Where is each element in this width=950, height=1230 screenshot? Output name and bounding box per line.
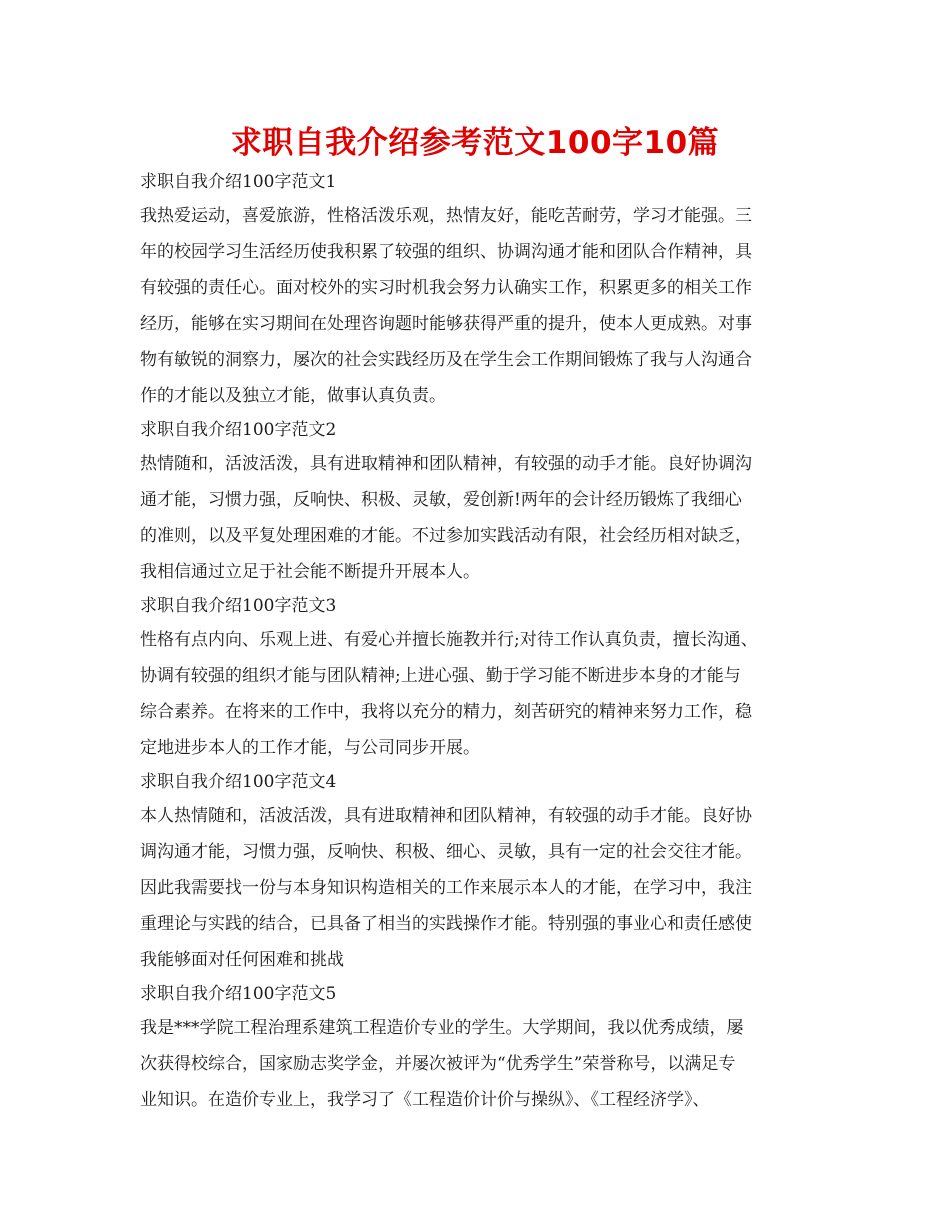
paragraph-line: 我热爱运动，喜爱旅游，性格活泼乐观，热情友好，能吃苦耐劳，学习才能强。三 <box>140 206 752 226</box>
paragraph-line: 本人热情随和，活波活泼，具有进取精神和团队精神，有较强的动手才能。良好协 <box>140 806 752 826</box>
section-paragraph <box>140 446 830 590</box>
section-heading: 求职自我介绍100字范文4 <box>140 772 337 792</box>
paragraph-line: 我能够面对任何困难和挑战 <box>140 950 344 970</box>
paragraph-line: 调沟通才能，习惯力强，反响快、积极、细心、灵敏，具有一定的社会交往才能。 <box>140 842 752 862</box>
paragraph-line: 有较强的责任心。面对校外的实习时机我会努力认确实工作，积累更多的相关工作 <box>140 278 752 298</box>
section-heading: 求职自我介绍100字范文3 <box>140 596 337 616</box>
paragraph-line: 我相信通过立足于社会能不断提升开展本人。 <box>140 562 480 582</box>
section-paragraph <box>140 1010 830 1118</box>
paragraph-line: 性格有点内向、乐观上进、有爱心并擅长施教并行;对待工作认真负责，擅长沟通、 <box>140 630 758 650</box>
paragraph-line: 协调有较强的组织才能与团队精神;上进心强、勤于学习能不断进步本身的才能与 <box>140 666 741 686</box>
section-5 <box>140 978 830 1118</box>
section-heading: 求职自我介绍100字范文1 <box>140 172 337 192</box>
paragraph-line: 年的校园学习生活经历使我积累了较强的组织、协调沟通才能和团队合作精神，具 <box>140 242 752 262</box>
document-body <box>140 166 830 1118</box>
paragraph-line: 综合素养。在将来的工作中，我将以充分的精力，刻苦研究的精神来努力工作，稳 <box>140 702 752 722</box>
paragraph-line: 定地进步本人的工作才能，与公司同步开展。 <box>140 738 480 758</box>
section-heading: 求职自我介绍100字范文5 <box>140 984 337 1004</box>
section-paragraph <box>140 622 830 766</box>
paragraph-line: 业知识。在造价专业上，我学习了《工程造价计价与操纵》、《工程经济学》、 <box>140 1090 710 1110</box>
section-1 <box>140 166 830 414</box>
section-2 <box>140 414 830 590</box>
paragraph-line: 经历，能够在实习期间在处理咨询题时能够获得严重的提升，使本人更成熟。对事 <box>140 314 752 334</box>
paragraph-line: 物有敏锐的洞察力，屡次的社会实践经历及在学生会工作期间锻炼了我与人沟通合 <box>140 350 752 370</box>
section-heading: 求职自我介绍100字范文2 <box>140 420 337 440</box>
paragraph-line: 作的才能以及独立才能，做事认真负责。 <box>140 386 446 406</box>
section-paragraph <box>140 198 830 414</box>
paragraph-line: 的准则，以及平复处理困难的才能。不过参加实践活动有限，社会经历相对缺乏， <box>140 526 752 546</box>
paragraph-line: 我是***学院工程治理系建筑工程造价专业的学生。大学期间，我以优秀成绩，屡 <box>140 1018 744 1038</box>
section-paragraph <box>140 798 830 978</box>
paragraph-line: 因此我需要找一份与本身知识构造相关的工作来展示本人的才能，在学习中，我注 <box>140 878 752 898</box>
paragraph-line: 热情随和，活波活泼，具有进取精神和团队精神，有较强的动手才能。良好协调沟 <box>140 454 752 474</box>
section-3 <box>140 590 830 766</box>
paragraph-line: 重理论与实践的结合，已具备了相当的实践操作才能。特别强的事业心和责任感使 <box>140 914 752 934</box>
paragraph-line: 通才能，习惯力强，反响快、积极、灵敏，爱创新!两年的会计经历锻炼了我细心 <box>140 490 742 510</box>
section-4 <box>140 766 830 978</box>
document-title: 求职自我介绍参考范文100字10篇 <box>230 125 720 161</box>
paragraph-line: 次获得校综合，国家励志奖学金，并屡次被评为“优秀学生”荣誉称号，以满足专 <box>140 1054 736 1074</box>
